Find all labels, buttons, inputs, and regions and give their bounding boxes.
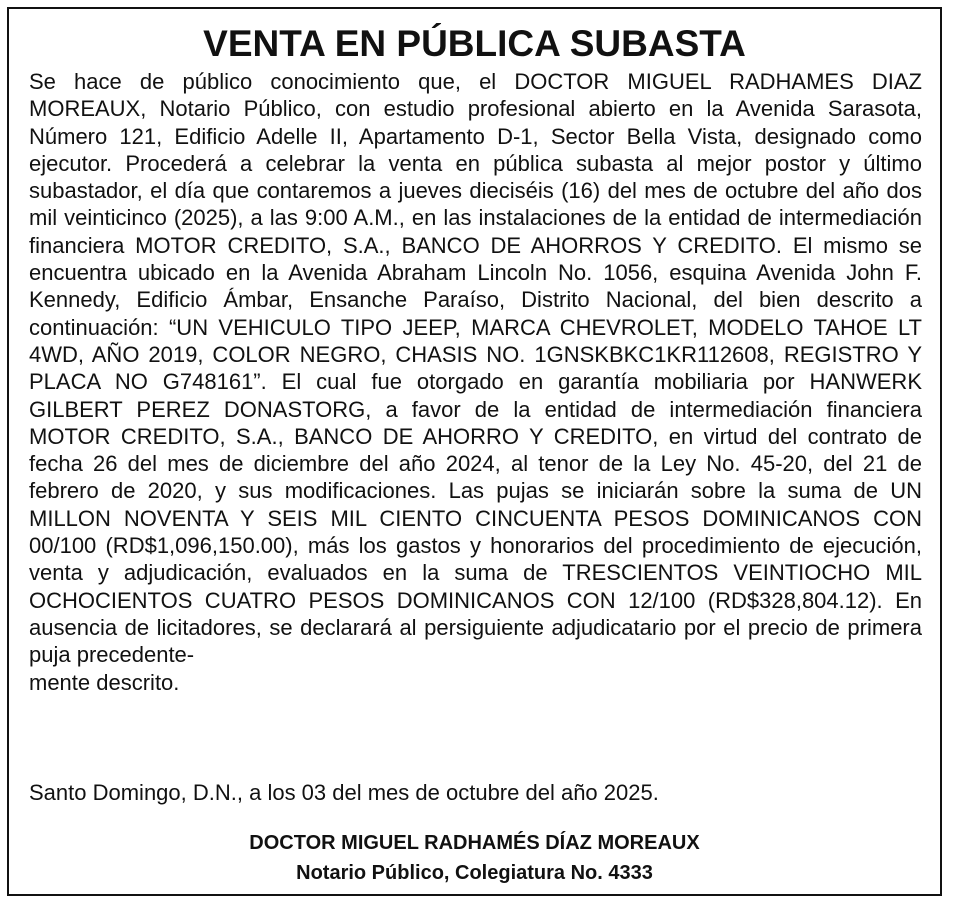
notice-body-main: Se hace de público conocimiento que, el DOCTOR MIGUEL RADHAMES DIAZ MOREAUX, Notario Público, con estudio profesional abierto en la Avenida Sarasota, Número 121, Edificio Adelle II, Apartamento D-1, Sector Bella Vista, designado como ejecutor. Procederá a celebrar la venta en pública subasta al mejor postor y último subastador, el día que contaremos a jueves dieciséis (16) del mes de octubre del año dos mil veinticinco (2025), a las 9:00 A.M., en las instalaciones de la entidad de intermediación financiera MOTOR CREDITO, S.A., BANCO DE AHORROS Y CREDITO. El mismo se encuentra ubicado en la Avenida Abraham Lincoln No. 1056, esquina Avenida John F. Kennedy, Edificio Ámbar, Ensanche Paraíso, Distrito Nacional, del bien descrito a continuación: “UN VEHICULO TIPO JEEP, MARCA CHEVROLET, MODELO TAHOE LT 4WD, AÑO 2019, COLOR NEGRO, CHASIS NO. 1GNSKBKC1KR112608, REGISTRO Y PLACA NO G748161”. El cual fue otorgado en garantía mobiliaria por HANWERK GILBERT PEREZ DONASTORG, a favor de la entidad de intermediación financiera MOTOR CREDITO, S.A., BANCO DE AHORRO Y CREDITO, en virtud del contrato de fecha 26 del mes de diciembre del año 2024, al tenor de la Ley No. 45-20, del 21 de febrero de 2020, y sus modificaciones. Las pujas se iniciarán sobre la suma de UN MILLON NOVENTA Y SEIS MIL CIENTO CINCUENTA PESOS DOMINICANOS CON 00/100 (RD$1,096,150.00), más los gastos y honorarios del procedimiento de ejecución, venta y adjudicación, evaluados en la suma de TRESCIENTOS VEINTIOCHO MIL OCHOCIENTOS CUATRO PESOS DOMINICANOS CON 12/100 (RD$328,804.12). En ausencia de licitadores, se declarará al persiguiente adjudicatario por el precio de primera puja precedente- [29, 69, 922, 668]
notice-body-last-line: mente descrito. [29, 669, 180, 695]
notice-closing-date: Santo Domingo, D.N., a los 03 del mes de octubre del año 2025. [29, 780, 659, 805]
signature-title: Notario Público, Colegiatura No. 4333 [296, 862, 653, 884]
notice-body [29, 68, 922, 696]
notice-title: VENTA EN PÚBLICA SUBASTA [203, 23, 746, 64]
public-auction-notice [7, 7, 942, 896]
signature-block [9, 828, 940, 888]
signature-name: DOCTOR MIGUEL RADHAMÉS DÍAZ MOREAUX [249, 832, 700, 854]
